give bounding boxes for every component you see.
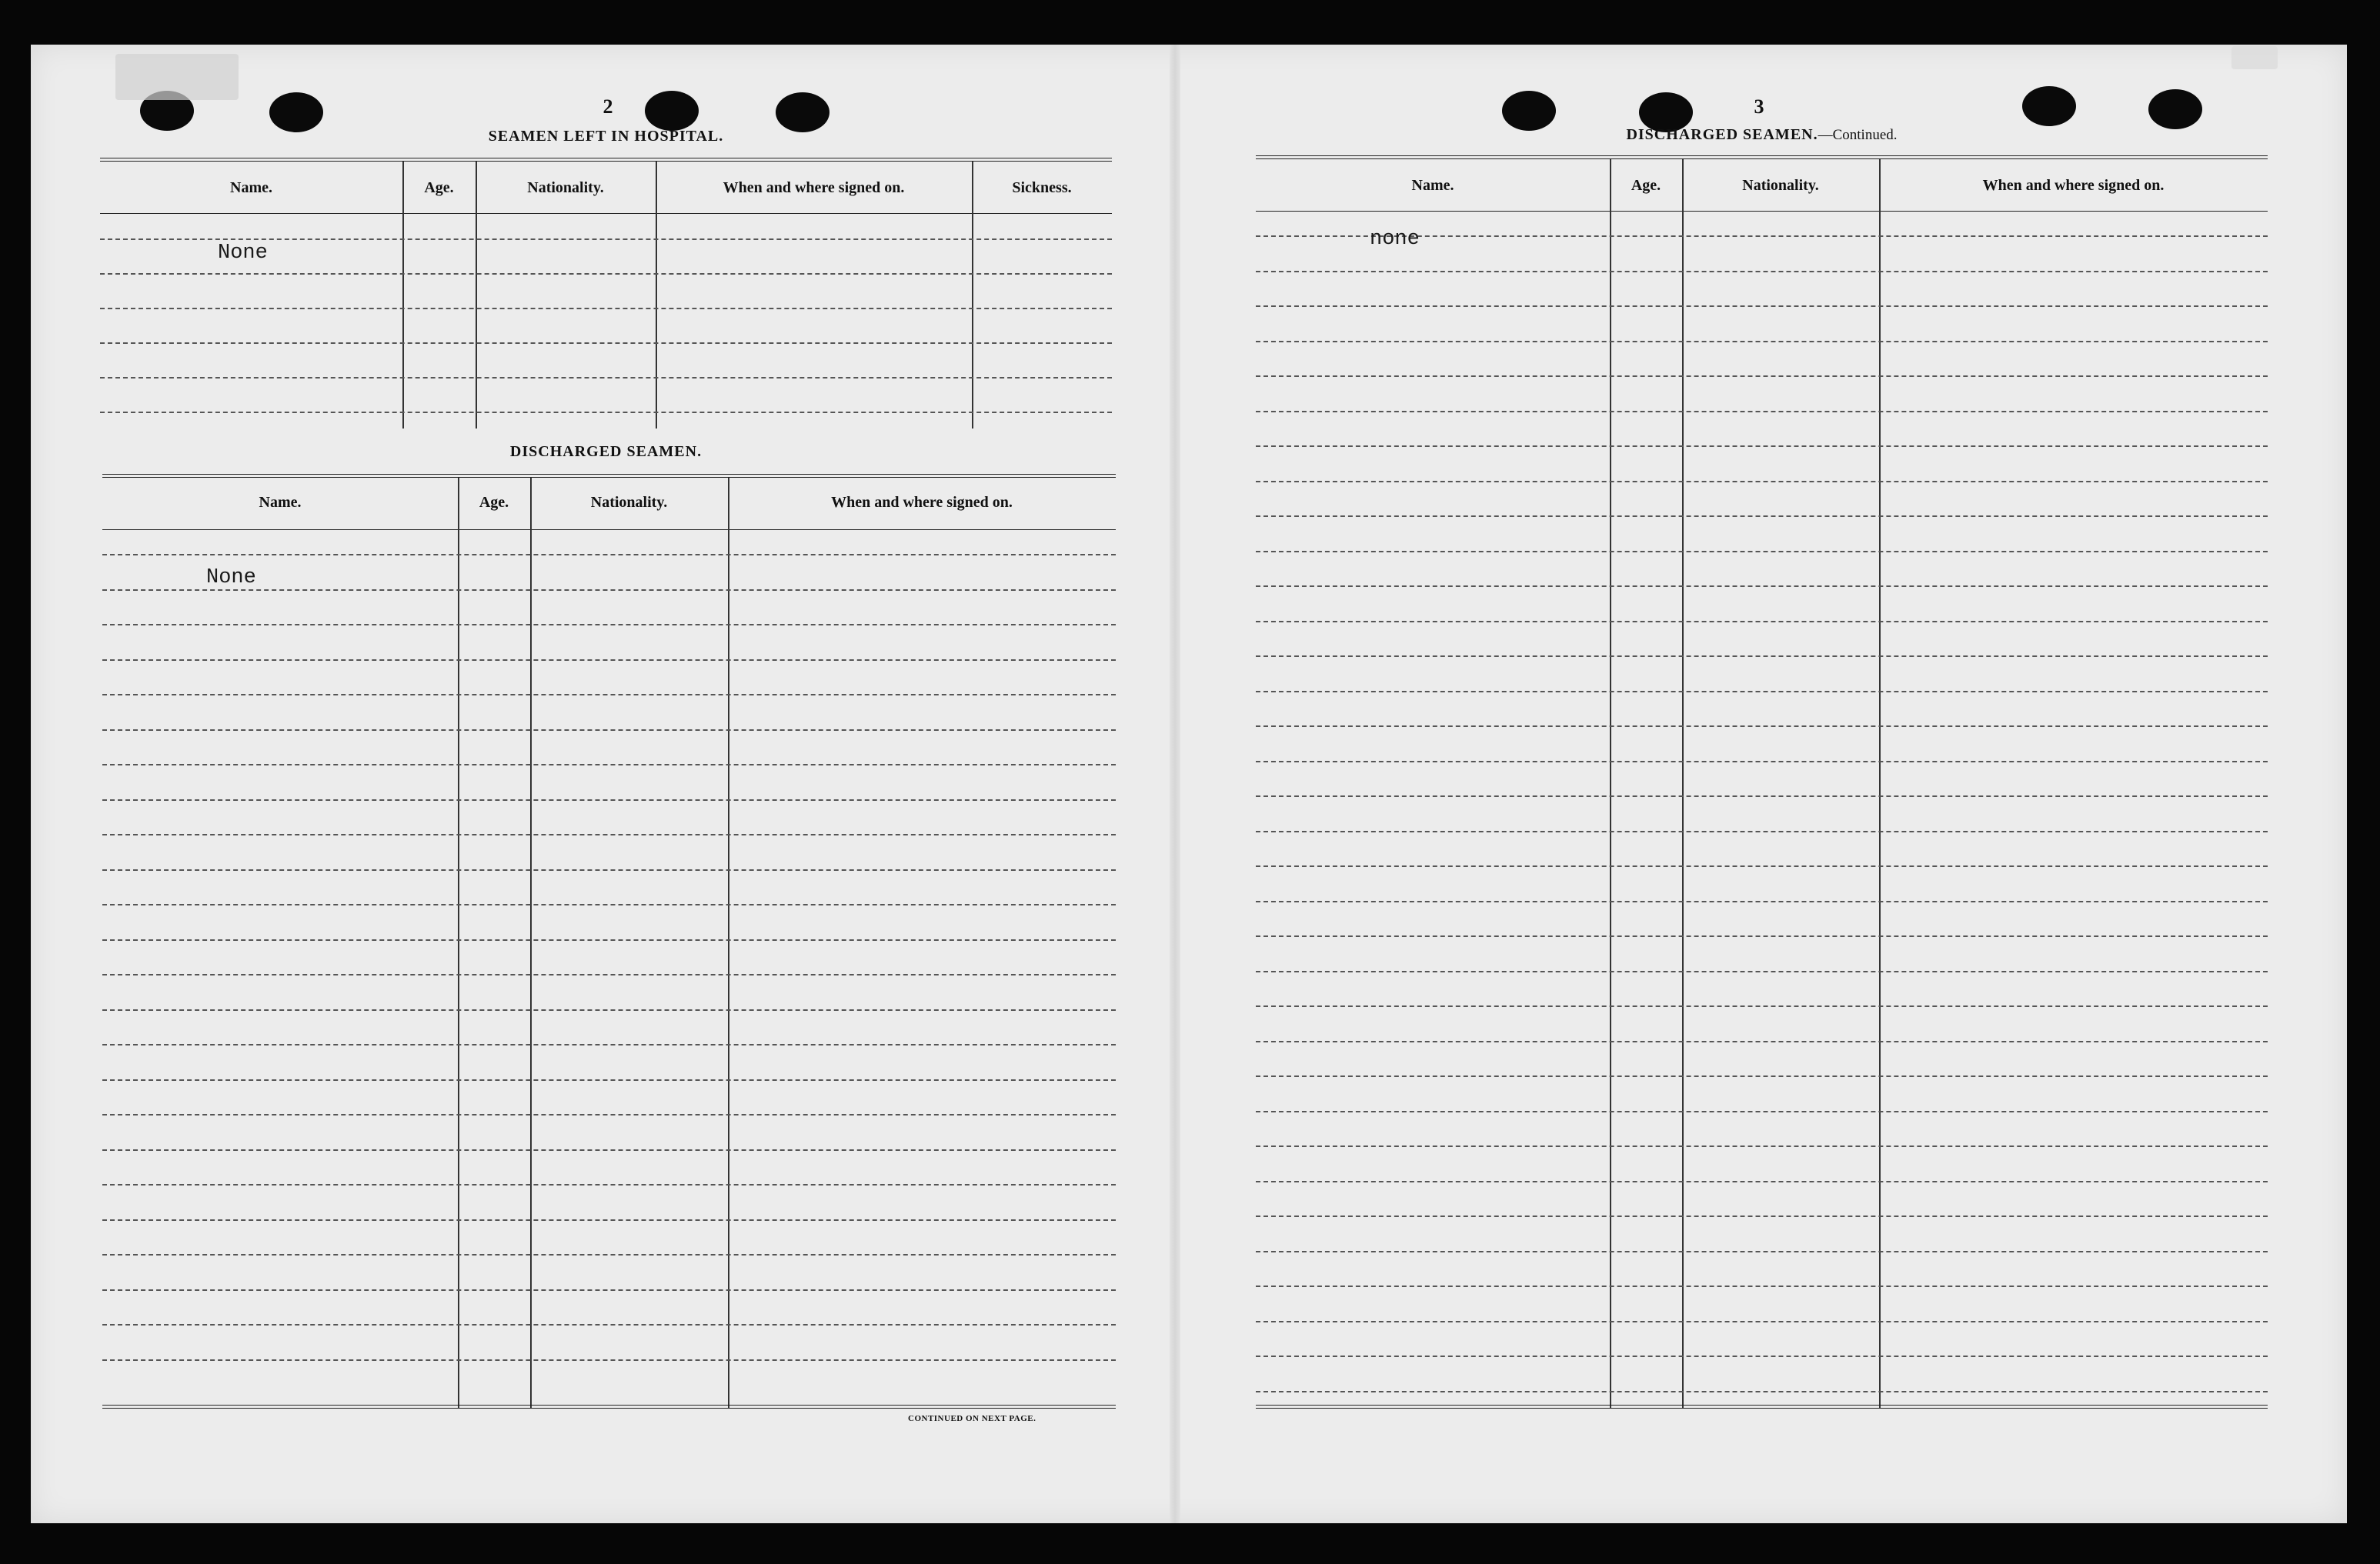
discharged-section-title-left: DISCHARGED SEAMEN. — [509, 443, 703, 460]
ledger-row-line — [102, 974, 1116, 975]
ledger-row-line — [102, 1289, 1116, 1291]
paper-smudge — [2231, 46, 2278, 69]
ledger-row-line — [1256, 1356, 2268, 1357]
ledger-row-line — [1256, 1145, 2268, 1147]
ledger-row-line — [1256, 901, 2268, 902]
ledger-row-line — [102, 554, 1116, 555]
discharged-name-entry-right: none — [1370, 228, 1420, 251]
page-fold — [1170, 45, 1180, 1523]
ledger-row-line — [102, 1079, 1116, 1081]
ledger-row-line — [1256, 865, 2268, 867]
discharged-title-right-main: DISCHARGED SEAMEN. — [1626, 126, 1818, 143]
discharged-right-header-name: Name. — [1411, 177, 1454, 194]
hospital-header-signed-on: When and where signed on. — [723, 179, 905, 196]
paper-smudge — [115, 54, 239, 100]
discharged-title-right-suffix: —Continued. — [1818, 127, 1898, 143]
ledger-row-line — [102, 1359, 1116, 1361]
ledger-row-line — [1256, 271, 2268, 272]
page-number-right: 3 — [1754, 95, 1764, 118]
ledger-row-line — [102, 1219, 1116, 1221]
ledger-row-line — [1256, 551, 2268, 552]
ledger-row-line — [1256, 585, 2268, 587]
ledger-row-line — [102, 939, 1116, 941]
ledger-row-line — [102, 1044, 1116, 1045]
ledger-row-line — [102, 624, 1116, 625]
ledger-row-line — [102, 1254, 1116, 1256]
ledger-row-line — [102, 729, 1116, 731]
discharged-left-header-age: Age. — [479, 494, 509, 511]
discharged-right-header-nationality: Nationality. — [1742, 177, 1819, 194]
ledger-row-line — [102, 1114, 1116, 1115]
hospital-header-name: Name. — [230, 179, 272, 196]
ledger-row-line — [102, 799, 1116, 801]
discharged-section-title-right — [1256, 126, 2268, 144]
punch-hole — [269, 92, 323, 132]
hospital-header-sickness: Sickness. — [1012, 179, 1072, 196]
ledger-row-line — [1256, 1286, 2268, 1287]
ledger-row-line — [102, 659, 1116, 661]
ledger-row-line — [1256, 1075, 2268, 1077]
ledger-row-line — [102, 1009, 1116, 1011]
discharged-left-header-name: Name. — [259, 494, 302, 511]
ledger-row-line — [1256, 375, 2268, 377]
ledger-row-line — [1256, 1251, 2268, 1252]
ledger-row-line — [1256, 1321, 2268, 1322]
ledger-row-line — [1256, 971, 2268, 972]
discharged-right-header-signed-on: When and where signed on. — [1982, 177, 2165, 194]
ledger-row-line — [1256, 1041, 2268, 1042]
ledger-row-line — [102, 904, 1116, 905]
ledger-row-line — [102, 1324, 1116, 1326]
punch-hole — [2148, 89, 2202, 129]
ledger-row-line — [1256, 691, 2268, 692]
punch-hole — [645, 91, 699, 131]
discharged-left-header-signed-on: When and where signed on. — [831, 494, 1013, 511]
discharged-name-entry-left: None — [206, 566, 256, 589]
ledger-row-line — [1256, 621, 2268, 622]
ledger-row-line — [1256, 341, 2268, 342]
discharged-table-left — [102, 474, 1116, 1412]
ledger-row-line — [1256, 655, 2268, 657]
discharged-right-header-age: Age. — [1631, 177, 1661, 194]
continued-note: CONTINUED ON NEXT PAGE. — [908, 1414, 1036, 1423]
ledger-row-line — [1256, 1181, 2268, 1182]
hospital-header-nationality: Nationality. — [527, 179, 604, 196]
ledger-row-line — [1256, 411, 2268, 412]
punch-hole — [776, 92, 829, 132]
ledger-row-line — [1256, 445, 2268, 447]
ledger-row-line — [102, 694, 1116, 695]
ledger-row-line — [102, 1184, 1116, 1186]
punch-hole — [2022, 86, 2076, 126]
hospital-section-title: SEAMEN LEFT IN HOSPITAL. — [488, 128, 724, 145]
page-number-left: 2 — [603, 95, 613, 118]
ledger-row-line — [1256, 1216, 2268, 1217]
hospital-name-entry: None — [218, 242, 268, 265]
ledger-row-line — [1256, 761, 2268, 762]
ledger-row-line — [102, 1149, 1116, 1151]
discharged-table-right — [1256, 155, 2268, 1412]
ledger-row-line — [1256, 1111, 2268, 1112]
ledger-row-line — [102, 869, 1116, 871]
ledger-row-line — [102, 834, 1116, 835]
ledger-row-line — [1256, 481, 2268, 482]
ledger-row-line — [1256, 1391, 2268, 1392]
ledger-row-line — [1256, 1005, 2268, 1007]
ledger-row-line — [102, 764, 1116, 765]
hospital-table — [100, 158, 1112, 429]
ledger-row-line — [1256, 725, 2268, 727]
ledger-row-line — [1256, 515, 2268, 517]
punch-hole — [1502, 91, 1556, 131]
ledger-row-line — [1256, 305, 2268, 307]
ledger-row-line — [1256, 935, 2268, 937]
ledger-row-line — [1256, 831, 2268, 832]
discharged-left-header-nationality: Nationality. — [590, 494, 668, 511]
hospital-header-age: Age. — [424, 179, 454, 196]
ledger-row-line — [1256, 795, 2268, 797]
